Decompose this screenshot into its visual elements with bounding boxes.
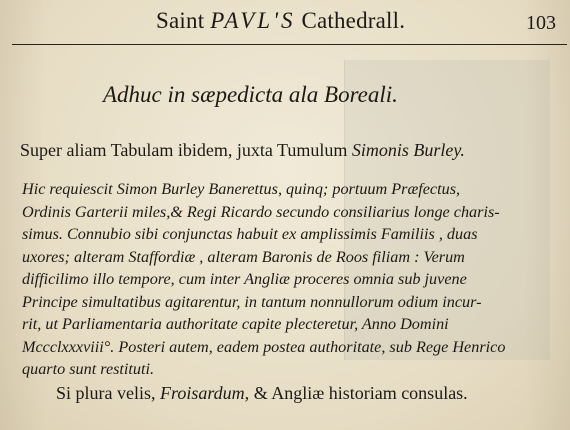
epitaph-subtitle xyxy=(20,140,465,161)
epitaph-line: Hic requiescit Simon Burley Banerettus, quinq; portuum Præfectus, xyxy=(22,180,461,198)
running-header xyxy=(0,0,570,48)
header-rule xyxy=(12,44,567,45)
epitaph-line: simus. Connubio sibi conjunctas habuit ex amplissimis Familiis , duas xyxy=(22,225,478,243)
section-heading: Adhuc in sæpedicta ala Boreali. xyxy=(103,82,398,107)
closing-after: & Angliæ historiam consulas. xyxy=(253,383,468,403)
epitaph-line: quarto sunt restituti. xyxy=(22,360,155,378)
running-title-paul: PAVL'S xyxy=(210,8,296,33)
epitaph-line: rit, ut Parliamentaria authoritate capite plecteretur, Anno Domini xyxy=(22,315,449,333)
epitaph-line: Mccclxxxviii°. Posteri autem, eadem postea authoritate, sub Rege Henrico xyxy=(22,337,506,356)
closing-before: Si plura velis, xyxy=(56,383,156,403)
running-title xyxy=(156,8,405,34)
closing-line xyxy=(56,383,468,404)
epitaph-text xyxy=(22,178,522,381)
closing-author: Froisardum, xyxy=(160,383,250,403)
epitaph-line: Ordinis Garterii miles,& Regi Ricardo secundo consiliarius longe charis- xyxy=(22,202,500,221)
page-number: 103 xyxy=(526,12,556,34)
running-title-saint: Saint xyxy=(156,8,205,33)
running-title-cathedral: Cathedrall. xyxy=(301,8,406,33)
subtitle-name: Simonis Burley. xyxy=(351,140,465,160)
subtitle-text: Super aliam Tabulam ibidem, juxta Tumulum xyxy=(20,140,348,160)
epitaph-line: difficilimo illo tempore, cum inter Angliæ proceres omnia sub juvene xyxy=(22,270,467,288)
epitaph-line: Principe simultatibus agitarentur, in tantum nonnullorum odium incur- xyxy=(22,292,482,311)
epitaph-line: uxores; alteram Staffordiæ , alteram Baronis de Roos filiam : Verum xyxy=(22,247,465,266)
